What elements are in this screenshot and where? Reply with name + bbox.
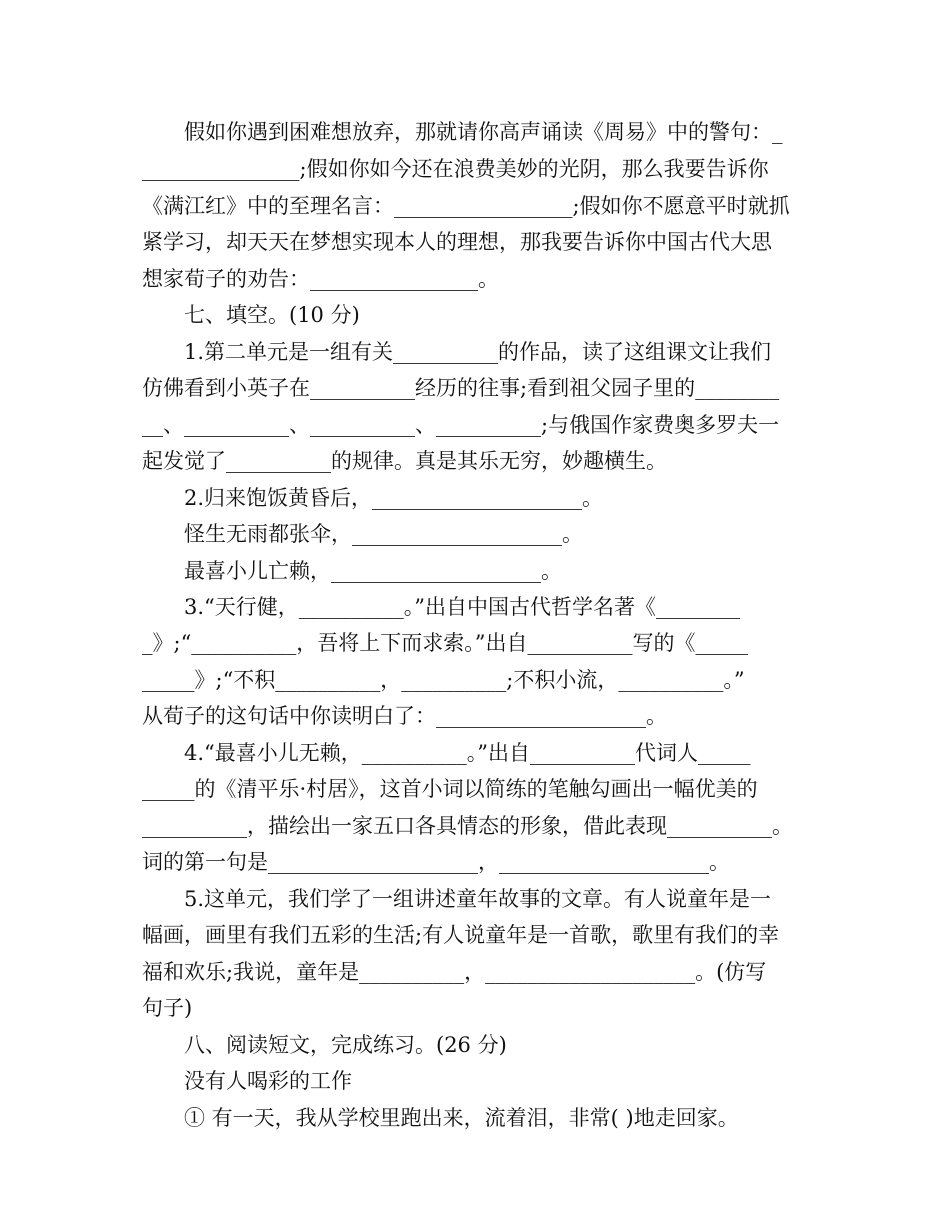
text-line: 仿佛看到小英子在__________经历的往事;看到祖父园子里的________ [142,376,780,400]
text-line: _____》;“不积__________，__________;不积小流，__________。” [142,668,745,692]
text-line: __、__________、__________、__________;与俄国作家费奥多罗夫一 [142,413,780,437]
text-line: 最喜小儿亡赖，____________________。 [184,559,562,583]
text-line: _》;“__________，吾将上下而求索。”出自__________写的《_____ [142,631,749,655]
text-line: 句子) [142,996,193,1020]
text-line: 想家荀子的劝告：________________。 [142,267,499,291]
text-line: _____的《清平乐·村居》，这首小词以简练的笔触勾画出一幅优美的 [142,777,758,801]
text-line: 福和欢乐;我说，童年是__________，____________________。(仿写 [142,960,767,984]
text-line: 5.这单元，我们学了一组讲述童年故事的文章。有人说童年是一 [184,887,772,911]
text-line: _______________;假如你如今还在浪费美妙的光阴，那么我要告诉你 [142,157,769,181]
text-line: 假如你遇到困难想放弃，那就请你高声诵读《周易》中的警句：_ [184,120,783,144]
text-line: 幅画，画里有我们五彩的生活;有人说童年是一首歌，歌里有我们的幸 [142,923,780,947]
text-line: 4.“最喜小儿无赖，__________。”出自__________代词人_____ [184,741,751,765]
section-heading: 八、阅读短文，完成练习。(26 分) [184,1033,507,1057]
text-line: 2.归来饱饭黄昏后，____________________。 [184,486,604,510]
section-heading: 七、填空。(10 分) [184,303,360,327]
text-line: 1.第二单元是一组有关__________的作品，读了这组课文让我们 [184,340,772,364]
text-line: 怪生无雨都张伞，____________________。 [184,522,583,546]
text-line: 从荀子的这句话中你读明白了：____________________。 [142,704,667,728]
text-line: __________，描绘出一家五口各具情态的形象，借此表现__________。 [142,814,793,838]
text-line: 起发觉了__________的规律。真是其乐无穷，妙趣横生。 [142,449,667,473]
text-line: 词的第一句是____________________，____________________。 [142,850,730,874]
text-line: ① 有一天，我从学校里跑出来，流着泪，非常( )地走回家。 [184,1106,739,1130]
text-line: 3.“天行健，__________。”出自中国古代哲学名著《________ [184,595,741,619]
text-line: 紧学习，却天天在梦想实现本人的理想，那我要告诉你中国古代大思 [142,230,772,254]
text-line: 《满江红》中的至理名言：_________________;假如你不愿意平时就抓 [142,194,790,218]
passage-title: 没有人喝彩的工作 [184,1069,352,1093]
